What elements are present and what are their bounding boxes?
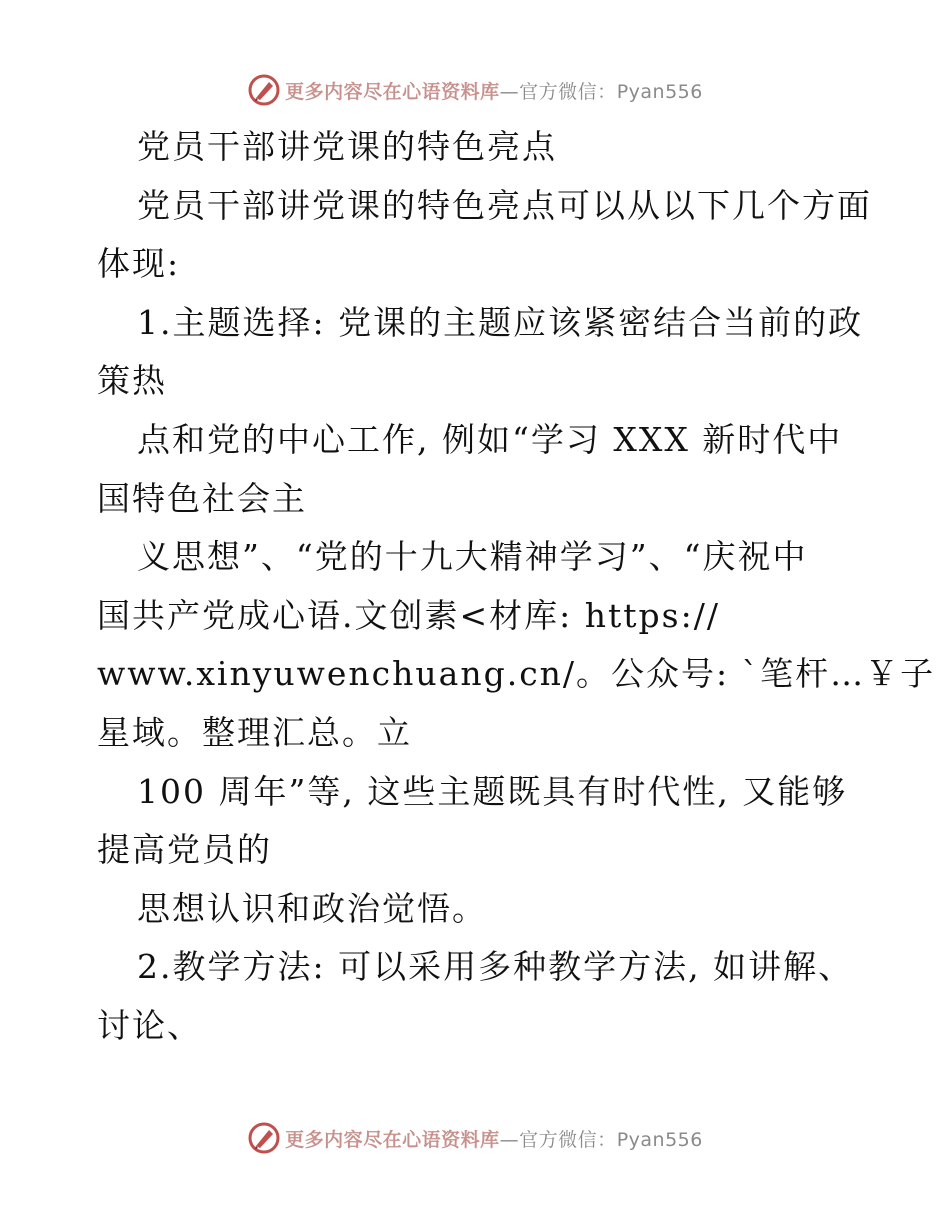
paragraph-line: 提高党员的 (97, 830, 272, 870)
paragraph-line: 讨论、 (97, 1005, 202, 1045)
paragraph-line: 党员干部讲党课的特色亮点可以从以下几个方面 (137, 185, 872, 225)
footer-separator: — (499, 1128, 520, 1151)
pen-logo-icon (247, 73, 281, 107)
header-watermark-banner (0, 70, 950, 110)
header-promo-text: 更多内容尽在心语资料库 (285, 80, 500, 103)
header-wechat-label: 官方微信： (519, 80, 617, 103)
header-separator: — (499, 80, 520, 103)
paragraph-line: 1.主题选择: 党课的主题应该紧密结合当前的政 (137, 302, 864, 342)
paragraph-line: 国特色社会主 (97, 478, 307, 518)
paragraph-line: 100 周年”等, 这些主题既具有时代性, 又能够 (137, 771, 848, 811)
paragraph-line: 星域。整理汇总。立 (97, 712, 412, 752)
paragraph-line: 体现: (97, 244, 181, 284)
footer-banner-text (285, 1125, 703, 1152)
paragraph-line: 点和党的中心工作, 例如“学习 XXX 新时代中 (137, 419, 843, 459)
paragraph-line: 策热 (97, 361, 167, 401)
header-banner-text (285, 77, 703, 104)
footer-promo-text: 更多内容尽在心语资料库 (285, 1128, 500, 1151)
pen-logo-icon (247, 1121, 281, 1155)
paragraph-line: 国共产党成心语.文创素<材库: https:// (97, 595, 720, 635)
document-title: 党员干部讲党课的特色亮点 (137, 127, 557, 166)
paragraph-line: 义思想”、“党的十九大精神学习”、“庆祝中 (137, 537, 808, 577)
footer-wechat-label: 官方微信： (519, 1128, 617, 1151)
paragraph-line: 2.教学方法: 可以采用多种教学方法, 如讲解、 (137, 947, 854, 987)
document-body (97, 118, 936, 1056)
footer-watermark-banner (0, 1118, 950, 1158)
footer-account-id: Pyan556 (616, 1128, 703, 1151)
paragraph-line: 思想认识和政治觉悟。 (137, 888, 487, 928)
paragraph-line: www.xinyuwenchuang.cn/。公众号: `笔杆…￥子 (97, 654, 936, 694)
header-account-id: Pyan556 (616, 80, 703, 103)
